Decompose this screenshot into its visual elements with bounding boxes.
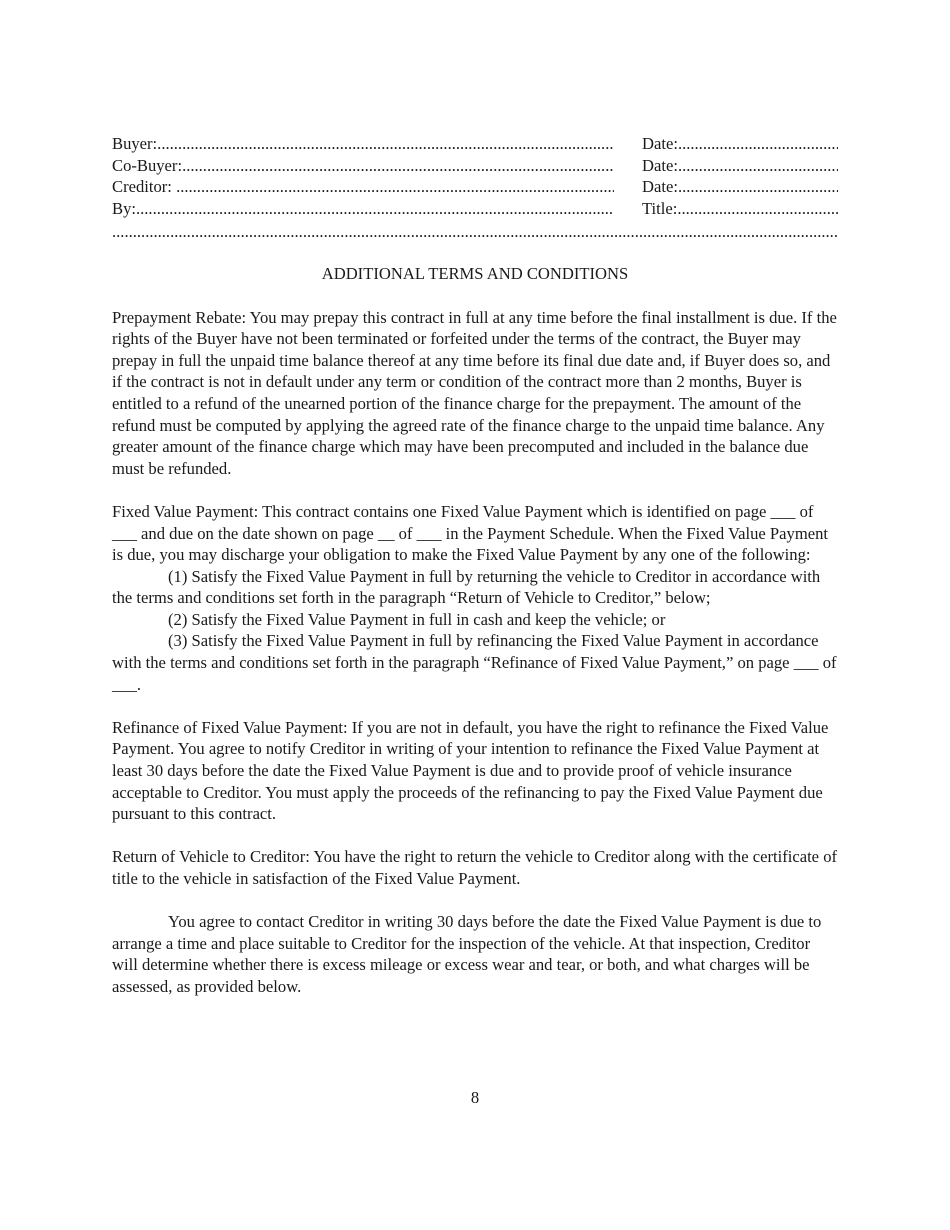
fixed-value-payment-section — [112, 501, 838, 695]
dotted-fill — [678, 176, 838, 198]
co-buyer-signature-line — [112, 155, 614, 177]
signature-row-buyer — [112, 133, 838, 155]
creditor-signature-line — [112, 176, 614, 198]
creditor-label: Creditor: — [112, 177, 177, 197]
signature-row-creditor — [112, 176, 838, 198]
dotted-fill — [136, 198, 614, 220]
date-label: Date: — [642, 177, 678, 197]
option-3-paragraph: (3) Satisfy the Fixed Value Payment in full by refinancing the Fixed Value Payment in accordance with the terms and conditions set forth in the paragraph “Refinance of Fixed Value Payment,” on page ___ of ___. — [112, 631, 837, 694]
refinance-paragraph: Refinance of Fixed Value Payment: If you are not in default, you have the right to refinance the Fixed Value Payment. You agree to notify Creditor in writing of your intention to refinance the Fixed Value Payment at least 30 days before the date the Fixed Value Payment is due and to provide proof of vehicle insurance acceptable to Creditor. You must apply the proceeds of the refinancing to pay the Fixed Value Payment due pursuant to this contract. — [112, 717, 829, 824]
document-page — [112, 133, 838, 998]
co-buyer-label: Co-Buyer: — [112, 155, 183, 175]
dotted-fill — [678, 133, 838, 155]
dotted-fill — [182, 155, 614, 177]
co-buyer-date-line — [642, 155, 838, 177]
buyer-date-line — [642, 133, 838, 155]
signature-row-by — [112, 198, 838, 220]
buyer-signature-line — [112, 133, 614, 155]
buyer-label: Buyer: — [112, 134, 158, 153]
fixed-value-payment-intro: Fixed Value Payment: This contract contains one Fixed Value Payment which is identified on page ___ of ___ and due on the date shown on page __ of ___ in the Payment Schedule. When the Fixed Value Payment is due, you may discharge your obligation to make the Fixed Value Payment by any one of the following: — [112, 501, 829, 565]
dotted-fill — [176, 176, 614, 198]
dotted-fill — [678, 155, 838, 177]
signature-row-co-buyer — [112, 155, 838, 177]
prepayment-rebate-paragraph: Prepayment Rebate: You may prepay this contract in full at any time before the final installment is due. If the rights of the Buyer have not been terminated or forfeited under the terms of the contract, the Buyer may prepay in full the unpaid time balance thereof at any time before its final due date and, if Buyer does so, and if the contract is not in default under any term or condition of the contract more than 2 months, Buyer is entitled to a refund of the unearned portion of the finance charge for the prepayment. The amount of the refund must be computed by applying the agreed rate of the finance charge to the unpaid time balance. Any greater amount of the finance charge which may have been precomputed and included in the balance due must be refunded. — [112, 307, 837, 478]
dotted-separator — [112, 221, 838, 243]
dotted-fill — [677, 198, 838, 220]
option-1-paragraph: (1) Satisfy the Fixed Value Payment in full by returning the vehicle to Creditor in accordance with the terms and conditions set forth in the paragraph “Return of Vehicle to Creditor,” below; — [112, 566, 821, 608]
by-label: By: — [112, 198, 136, 218]
title-label: Title: — [642, 198, 678, 218]
signature-block — [112, 133, 838, 243]
title-line — [642, 198, 838, 220]
date-label: Date: — [642, 155, 678, 175]
creditor-date-line — [642, 176, 838, 198]
section-heading: ADDITIONAL TERMS AND CONDITIONS — [321, 263, 629, 283]
by-signature-line — [112, 198, 614, 220]
option-2-paragraph: (2) Satisfy the Fixed Value Payment in full in cash and keep the vehicle; or — [168, 609, 666, 629]
return-of-vehicle-paragraph: Return of Vehicle to Creditor: You have the right to return the vehicle to Creditor along with the certificate of title to the vehicle in satisfaction of the Fixed Value Payment. — [112, 847, 838, 888]
inspection-paragraph: You agree to contact Creditor in writing 30 days before the date the Fixed Value Payment is due to arrange a time and place suitable to Creditor for the inspection of the vehicle. At that inspection, Creditor will determine whether there is excess mileage or excess wear and tear, or both, and what charges will be assessed, as provided below. — [112, 912, 822, 996]
date-label: Date: — [642, 134, 678, 153]
dotted-fill — [157, 133, 614, 155]
page-number: 8 — [470, 1088, 480, 1107]
